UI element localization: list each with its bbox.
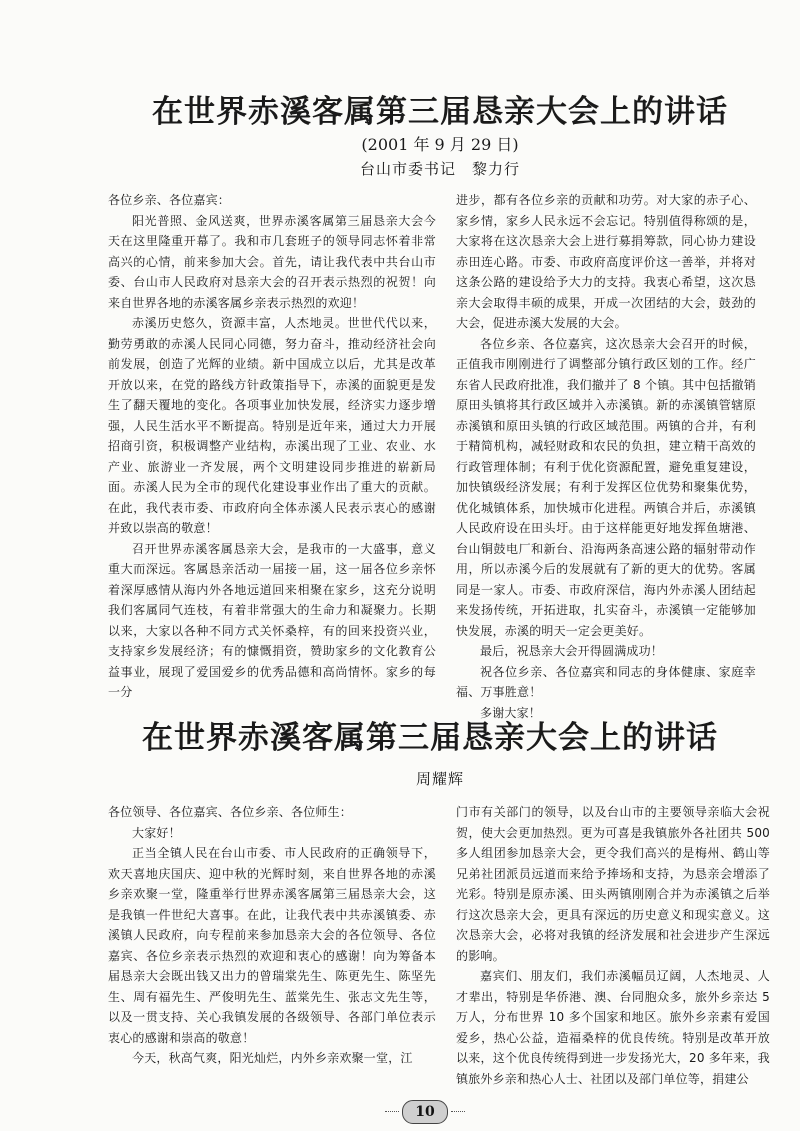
section2-right-column [456, 802, 770, 1089]
section1-left-column [108, 190, 436, 703]
paragraph: 各位乡亲、各位嘉宾： [108, 193, 231, 207]
paragraph: 今天，秋高气爽，阳光灿烂，内外乡亲欢聚一堂，江 [132, 1051, 413, 1065]
section2-left-column [108, 802, 436, 1069]
paragraph: 召开世界赤溪客属恳亲大会，是我市的一大盛事，意义重大而深远。客属恳亲活动一届接一届，这一届各位乡亲怀着深厚感情从海内外各地远道回来相聚在家乡，这充分说明我们客属同气连枝，有着非常强大的生命力和凝聚力。长期以来，大家以各种不同方式关怀桑梓，有的回来投资兴业，支持家乡发展经济；有的慷慨捐资，赞助家乡的文化教育公益事业，展现了爱国爱乡的优秀品德和高尚情怀。家乡的每一分 [108, 541, 436, 699]
paragraph: 门市有关部门的领导，以及台山市的主要领导亲临大会祝贺，使大会更加热烈。更为可喜是我镇旅外各社团共 500 多人组团参加恳亲大会，更令我们高兴的是梅州、鹤山等兄弟社团派员远道而来给予捧场和支持，为恳亲会增添了光彩。特别是原赤溪、田头两镇刚刚合并为赤溪镇之后举行这次恳亲大会，更具有深远的历史意义和现实意义。这次恳亲大会，必将对我镇的经济发展和社会进步产生深远的影响。 [456, 805, 770, 963]
paragraph: 阳光普照、金风送爽，世界赤溪客属第三届恳亲大会今天在这里隆重开幕了。我和市几套班子的领导同志怀着非常高兴的心情，前来参加大会。首先，请让我代表中共台山市委、台山市人民政府对恳亲大会的召开表示热烈的祝贺！向来自世界各地的赤溪客属乡亲表示热烈的欢迎！ [108, 213, 436, 310]
paragraph: 赤溪历史悠久，资源丰富，人杰地灵。世世代代以来，勤劳勇敢的赤溪人民同心同德，努力奋斗，推动经济社会向前发展，创造了光辉的业绩。新中国成立以后，尤其是改革开放以来，在党的路线方针政策指导下，赤溪的面貌更是发生了翻天覆地的变化。各项事业加快发展，经济实力逐步增强，人民生活水平不断提高。特别是近年来，通过大力开展招商引资，积极调整产业结构，赤溪出现了工业、农业、水产业、旅游业一齐发展，两个文明建设同步推进的崭新局面。赤溪人民为全市的现代化建设事业作出了重大的贡献。在此，我代表市委、市政府向全体赤溪人民表示衷心的感谢并致以崇高的敬意！ [108, 316, 436, 535]
section1-title: 在世界赤溪客属第三届恳亲大会上的讲话 [152, 94, 728, 130]
paragraph: 多谢大家！ [480, 705, 542, 720]
paragraph: 进步，都有各位乡亲的贡献和功劳。对大家的赤子心、家乡情，家乡人民永远不会忘记。特别值得称颂的是，大家将在这次恳亲大会上进行募捐筹款，同心协力建设赤田连心路。市委、市政府高度评价这一善举，并将对这条公路的建设给予大力的支持。我衷心希望，这次恳亲大会取得丰硕的成果，开成一次团结的大会，鼓劲的大会，促进赤溪大发展的大会。 [456, 193, 756, 330]
paragraph: 祝各位乡亲、各位嘉宾和同志的身体健康、家庭幸福、万事胜意！ [456, 664, 756, 699]
paragraph: 大家好！ [132, 825, 181, 840]
section1-date: (2001 年 9 月 29 日) [361, 135, 519, 154]
section2-title: 在世界赤溪客属第三届恳亲大会上的讲话 [142, 720, 718, 756]
section1-right-column [456, 190, 756, 723]
section2-author: 周耀辉 [415, 770, 464, 788]
paragraph: 嘉宾们、朋友们，我们赤溪幅员辽阔，人杰地灵、人才辈出，特别是华侨港、澳、台同胞众多，旅外乡亲达 5 万人，分布世界 10 多个国家和地区。旅外乡亲素有爱国爱乡，热心公益，造福桑梓的优良传统。特别是改革开放以来，这个优良传统得到进一步发扬光大，20 多年来，我镇旅外乡亲和热心人士、社团以及部门单位等，捐建公 [456, 969, 770, 1086]
paragraph: 各位领导、各位嘉宾、各位乡亲、各位师生： [108, 805, 353, 819]
paragraph: 正当全镇人民在台山市委、市人民政府的正确领导下，欢天喜地庆国庆、迎中秋的光辉时刻，来自世界各地的赤溪乡亲欢聚一堂，隆重举行世界赤溪客属第三届恳亲大会，这是我镇一件世纪大喜事。在此，让我代表中共赤溪镇委、赤溪镇人民政府，向专程前来参加恳亲大会的各位领导、各位嘉宾、各位乡亲表示热烈的欢迎和衷心的感谢！向为筹备本届恳亲大会既出钱又出力的曾瑞棠先生、陈更先生、陈坚先生、周有福先生、严俊明先生、蓝棠先生、张志文先生等，以及一贯支持、关心我镇发展的各级领导、各部门单位表示衷心的感谢和崇高的敬意！ [108, 846, 436, 1045]
paragraph: 各位乡亲、各位嘉宾，这次恳亲大会召开的时候，正值我市刚刚进行了调整部分镇行政区划的工作。经广东省人民政府批准，我们撤并了 8 个镇。其中包括撤销原田头镇将其行政区域并入赤溪镇。新的赤溪镇管辖原赤溪镇和原田头镇的行政区域范围。两镇的合并，有利于精简机构，减轻财政和农民的负担，建立精干高效的行政管理体制；有利于优化资源配置，避免重复建设，加快镇级经济发展；有利于发挥区位优势和聚集优势，优化城镇体系，加快城市化进程。两镇合并后，赤溪镇人民政府设在田头圩。由于这样能更好地发挥鱼塘港、台山铜鼓电厂和新台、沿海两条高速公路的辐射带动作用，所以赤溪今后的发展就有了新的更大的优势。客属同是一家人。市委、市政府深信，海内外赤溪人团结起来发扬传统，开拓进取，扎实奋斗，赤溪镇一定能够加快发展，赤溪的明天一定会更美好。 [456, 336, 756, 638]
section1-author: 台山市委书记 黎力行 [359, 160, 520, 178]
page-number: 10 [402, 1100, 448, 1124]
paragraph: 最后，祝恳亲大会开得圆满成功！ [480, 644, 664, 658]
